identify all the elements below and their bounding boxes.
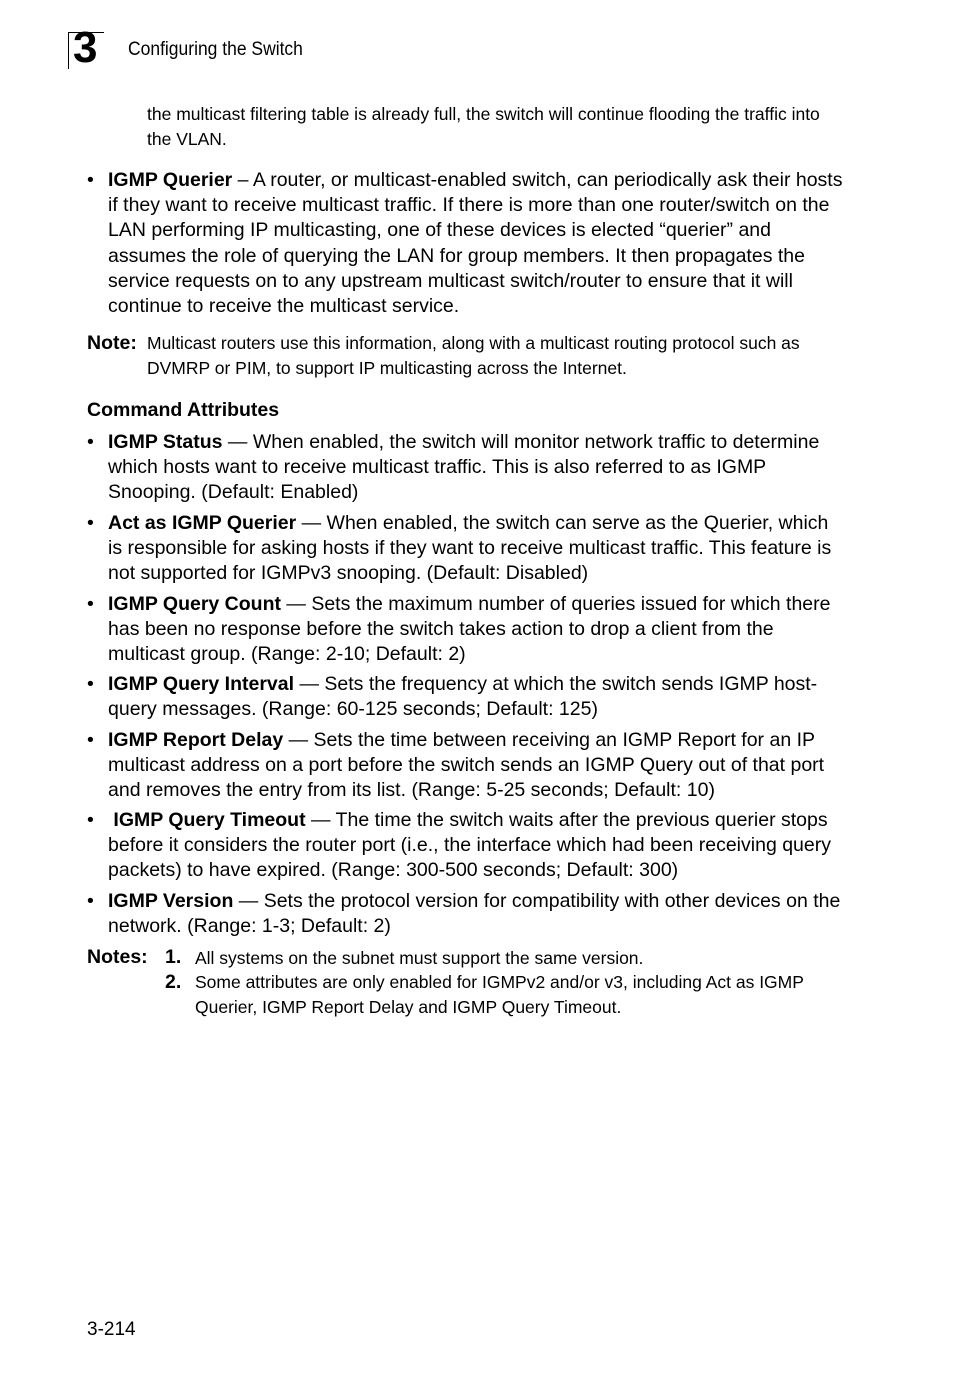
querier-term: IGMP Querier: [108, 169, 233, 191]
note-label: Note:: [87, 332, 137, 354]
attribute-description: — Sets the frequency at which the switch sends IGMP host-query messages. (Range: 60-125 seconds; Default: 125): [108, 673, 818, 721]
attribute-text: [108, 672, 844, 722]
attribute-term: IGMP Query Count: [108, 593, 281, 615]
attribute-term: IGMP Query Timeout: [108, 809, 306, 831]
attribute-term: IGMP Version: [108, 890, 234, 912]
attribute-term: IGMP Report Delay: [108, 729, 284, 751]
bullet-glyph: •: [87, 431, 94, 453]
section-heading: Command Attributes: [87, 399, 280, 421]
notes-item-number: 2.: [165, 971, 182, 993]
attribute-description: — When enabled, the switch will monitor network traffic to determine which hosts want to receive multicast traffic. This is also referred to as IGMP Snooping. (Default: Enabled): [108, 431, 820, 504]
attribute-description: — Sets the protocol version for compatibility with other devices on the network. (Range: 1-3; Default: 2): [108, 890, 841, 938]
attribute-term: IGMP Query Interval: [108, 673, 295, 695]
bullet-glyph: •: [87, 512, 94, 534]
note-text: Multicast routers use this information, along with a multicast routing protocol such as DVMRP or PIM, to support IP multicasting across the Internet.: [147, 333, 800, 378]
bullet-glyph: •: [87, 890, 94, 912]
bullet-glyph: •: [87, 809, 94, 831]
intro-continuation: the multicast filtering table is already full, the switch will continue flooding the traffic into the VLAN.: [147, 104, 820, 149]
page-number: 3-214: [87, 1319, 136, 1340]
attribute-text: [108, 430, 844, 506]
notes-item-text: Some attributes are only enabled for IGMPv2 and/or v3, including Act as IGMP Querier, IGMP Report Delay and IGMP Query Timeout.: [195, 972, 804, 1017]
attribute-text: [108, 728, 844, 804]
notes-label: Notes:: [87, 946, 148, 968]
bullet-glyph: •: [87, 169, 94, 191]
attribute-description: — Sets the time between receiving an IGMP Report for an IP multicast address on a port before the switch sends an IGMP Query out of that port and removes the entry from its list. (Range: 5-25 seconds; Default: 10): [108, 729, 825, 802]
attribute-text: [108, 889, 844, 939]
attribute-text: [108, 511, 844, 587]
attribute-description: — The time the switch waits after the previous querier stops before it considers the router port (i.e., the interface which had been receiving query packets) to have expired. (Range: 300-500 seconds; Default: 300): [108, 809, 837, 882]
querier-bullet-text: [108, 168, 844, 319]
notes-item-number: 1.: [165, 946, 182, 968]
attribute-description: — Sets the maximum number of queries issued for which there has been no response before the switch takes action to drop a client from the multicast group. (Range: 2-10; Default: 2): [108, 593, 831, 666]
attribute-text: [108, 808, 844, 884]
attribute-text: [108, 592, 844, 668]
notes-item-text: All systems on the subnet must support the same version.: [195, 948, 644, 968]
querier-description: – A router, or multicast-enabled switch, can periodically ask their hosts if they want to receive multicast traffic. If there is more than one router/switch on the LAN performing IP multicasting, one of these devices is elected “querier” and assumes the role of querying the LAN for group members. It then propagates the service requests on to any upstream multicast switch/router to ensure that it will continue to receive the multicast service.: [108, 169, 843, 318]
chapter-number: 3: [73, 23, 98, 72]
attribute-term: IGMP Status: [108, 431, 223, 453]
bullet-glyph: •: [87, 673, 94, 695]
bullet-glyph: •: [87, 593, 94, 615]
bullet-glyph: •: [87, 729, 94, 751]
attribute-term: Act as IGMP Querier: [108, 512, 297, 534]
running-title: Configuring the Switch: [128, 39, 303, 60]
chapter-marker: [68, 23, 104, 72]
attribute-description: — When enabled, the switch can serve as the Querier, which is responsible for asking hosts if they want to receive multicast traffic. This feature is not supported for IGMPv3 snooping. (Default: Disabled): [108, 512, 832, 585]
